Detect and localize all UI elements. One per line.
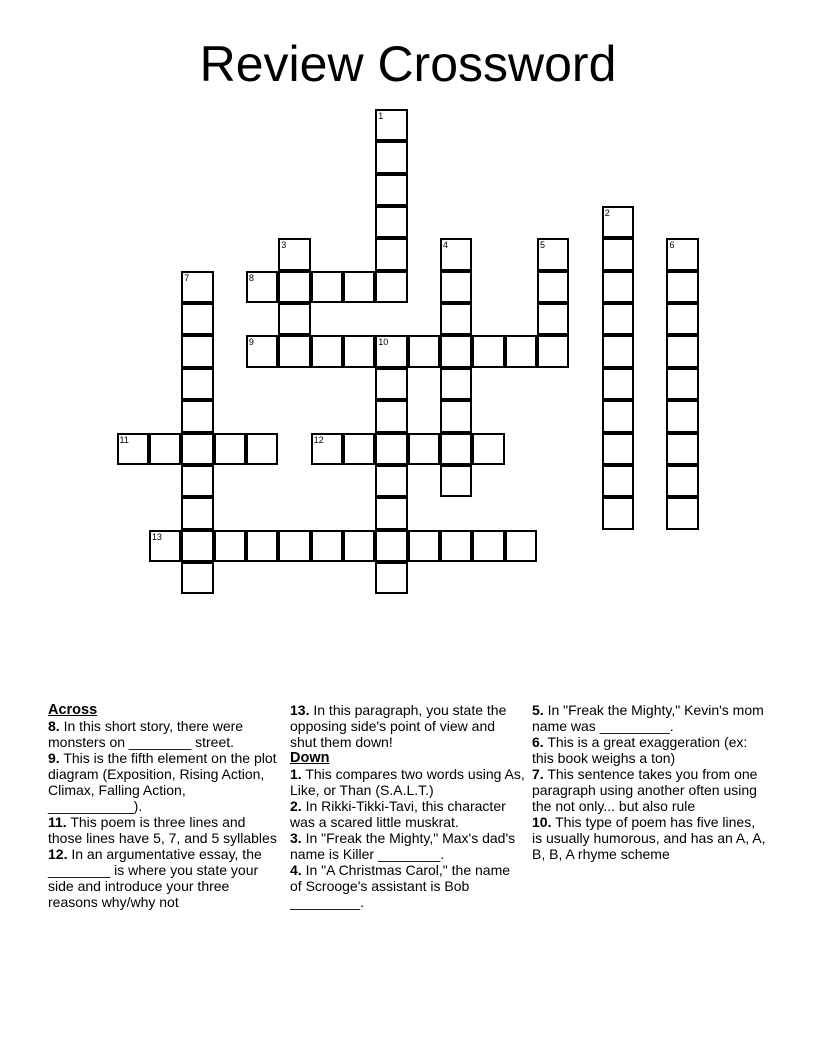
down-clue-5: 5. In "Freak the Mighty," Kevin's mom name was _________. (532, 702, 764, 734)
grid-cell[interactable] (602, 433, 634, 465)
grid-cell[interactable] (505, 335, 537, 367)
grid-cell[interactable] (375, 238, 407, 270)
grid-cell[interactable] (181, 368, 213, 400)
grid-cell[interactable] (537, 335, 569, 367)
cell-number: 1 (378, 111, 384, 121)
down-clue-4: 4. In "A Christmas Carol," the name of Scrooge's assistant is Bob _________. (290, 862, 511, 910)
grid-cell[interactable] (311, 335, 343, 367)
grid-cell[interactable] (117, 433, 149, 465)
grid-cell[interactable] (408, 530, 440, 562)
grid-cell[interactable] (666, 335, 698, 367)
down-clue-1: 1. This compares two words using As, Like, or Than (S.A.L.T.) (290, 766, 525, 798)
grid-cell[interactable] (666, 497, 698, 529)
grid-cell[interactable] (343, 271, 375, 303)
across-clue-12: 12. In an argumentative essay, the ________ is where you state your side and introduce your three reasons why/why not (48, 846, 262, 910)
grid-cell[interactable] (181, 335, 213, 367)
grid-cell[interactable] (278, 271, 310, 303)
grid-cell[interactable] (666, 465, 698, 497)
grid-cell[interactable] (181, 400, 213, 432)
cell-number: 13 (151, 531, 162, 542)
grid-cell[interactable] (440, 465, 472, 497)
grid-cell[interactable] (440, 530, 472, 562)
grid-cell[interactable] (602, 238, 634, 270)
cell-number: 7 (184, 272, 190, 283)
grid-cell[interactable] (440, 400, 472, 432)
grid-cell[interactable] (408, 433, 440, 465)
grid-cell[interactable] (602, 497, 634, 529)
across-clue-11: 11. This poem is three lines and those lines have 5, 7, and 5 syllables (48, 814, 277, 846)
grid-cell[interactable] (343, 335, 375, 367)
grid-cell[interactable] (375, 368, 407, 400)
grid-cell[interactable] (149, 530, 181, 562)
grid-cell[interactable] (181, 465, 213, 497)
down-clue-2: 2. In Rikki-Tikki-Tavi, this character was a scared little muskrat. (290, 798, 506, 830)
clues-column-1 (48, 702, 283, 910)
grid-cell[interactable] (666, 271, 698, 303)
across-clue-13: 13. In this paragraph, you state the opposing side's point of view and shut them down! (290, 702, 507, 750)
grid-cell[interactable] (246, 335, 278, 367)
grid-cell[interactable] (408, 335, 440, 367)
clues-column-2 (290, 702, 525, 910)
grid-cell[interactable] (375, 109, 407, 141)
cell-number: 11 (119, 434, 129, 445)
grid-cell[interactable] (278, 303, 310, 335)
grid-cell[interactable] (181, 562, 213, 594)
grid-cell[interactable] (440, 303, 472, 335)
grid-cell[interactable] (246, 433, 278, 465)
grid-cell[interactable] (181, 497, 213, 529)
grid-cell[interactable] (666, 400, 698, 432)
down-clue-7: 7. This sentence takes you from one paragraph using another often using the not only... but also rule (532, 766, 758, 814)
grid-cell[interactable] (440, 433, 472, 465)
grid-cell[interactable] (311, 433, 343, 465)
grid-cell[interactable] (375, 335, 407, 367)
grid-cell[interactable] (278, 335, 310, 367)
grid-cell[interactable] (472, 335, 504, 367)
grid-cell[interactable] (440, 271, 472, 303)
grid-cell[interactable] (602, 400, 634, 432)
down-heading: Down (290, 750, 330, 766)
grid-cell[interactable] (602, 206, 634, 238)
grid-cell[interactable] (666, 238, 698, 270)
across-heading: Across (48, 702, 98, 718)
grid-cell[interactable] (278, 238, 310, 270)
grid-cell[interactable] (666, 433, 698, 465)
cell-number: 2 (604, 208, 610, 219)
cell-number: 3 (281, 240, 287, 251)
grid-cell[interactable] (505, 530, 537, 562)
cell-number: 9 (248, 337, 254, 348)
grid-cell[interactable] (602, 303, 634, 335)
grid-cell[interactable] (375, 400, 407, 432)
cell-number: 12 (313, 434, 324, 445)
grid-cell[interactable] (246, 530, 278, 562)
grid-cell[interactable] (602, 271, 634, 303)
cell-number: 5 (540, 240, 546, 251)
grid-cell[interactable] (602, 465, 634, 497)
down-clue-3: 3. In "Freak the Mighty," Max's dad's name is Killer ________. (290, 830, 516, 862)
grid-cell[interactable] (343, 530, 375, 562)
grid-cell[interactable] (181, 433, 213, 465)
grid-cell[interactable] (214, 433, 246, 465)
cell-number: 4 (443, 240, 449, 251)
grid-cell[interactable] (375, 206, 407, 238)
grid-cell[interactable] (181, 271, 213, 303)
grid-cell[interactable] (602, 335, 634, 367)
across-clue-9: 9. This is the fifth element on the plot diagram (Exposition, Rising Action, Climax, Falling Action, ___________). (48, 750, 277, 814)
grid-cell[interactable] (472, 530, 504, 562)
grid-cell[interactable] (343, 433, 375, 465)
grid-cell[interactable] (246, 271, 278, 303)
grid-cell[interactable] (375, 141, 407, 173)
cell-number: 6 (669, 240, 675, 251)
down-clue-6: 6. This is a great exaggeration (ex: this book weighs a ton) (532, 734, 748, 766)
grid-cell[interactable] (537, 303, 569, 335)
grid-cell[interactable] (181, 303, 213, 335)
grid-cell[interactable] (602, 368, 634, 400)
grid-cell[interactable] (149, 433, 181, 465)
across-clue-8: 8. In this short story, there were monsters on ________ street. (48, 718, 244, 750)
grid-cell[interactable] (472, 433, 504, 465)
grid-cell[interactable] (440, 238, 472, 270)
grid-cell[interactable] (375, 530, 407, 562)
grid-cell[interactable] (375, 271, 407, 303)
grid-cell[interactable] (440, 368, 472, 400)
grid-cell[interactable] (375, 433, 407, 465)
grid-cell[interactable] (537, 271, 569, 303)
grid-cell[interactable] (278, 530, 310, 562)
cell-number: 10 (378, 337, 389, 348)
grid-cell[interactable] (375, 562, 407, 594)
grid-cell[interactable] (666, 368, 698, 400)
page-title: Review Crossword (199, 36, 617, 92)
grid-cell[interactable] (440, 335, 472, 367)
cell-number: 8 (248, 272, 254, 283)
down-clue-10: 10. This type of poem has five lines, is usually humorous, and has an A, A, B, B, A rhyme scheme (532, 814, 766, 862)
grid-cell[interactable] (375, 497, 407, 529)
grid-cell[interactable] (214, 530, 246, 562)
grid-cell[interactable] (311, 271, 343, 303)
grid-cell[interactable] (537, 238, 569, 270)
grid-cell[interactable] (375, 174, 407, 206)
grid-cell[interactable] (181, 530, 213, 562)
grid-cell[interactable] (311, 530, 343, 562)
grid-cell[interactable] (375, 465, 407, 497)
grid-cell[interactable] (666, 303, 698, 335)
clues-column-3 (532, 702, 767, 862)
